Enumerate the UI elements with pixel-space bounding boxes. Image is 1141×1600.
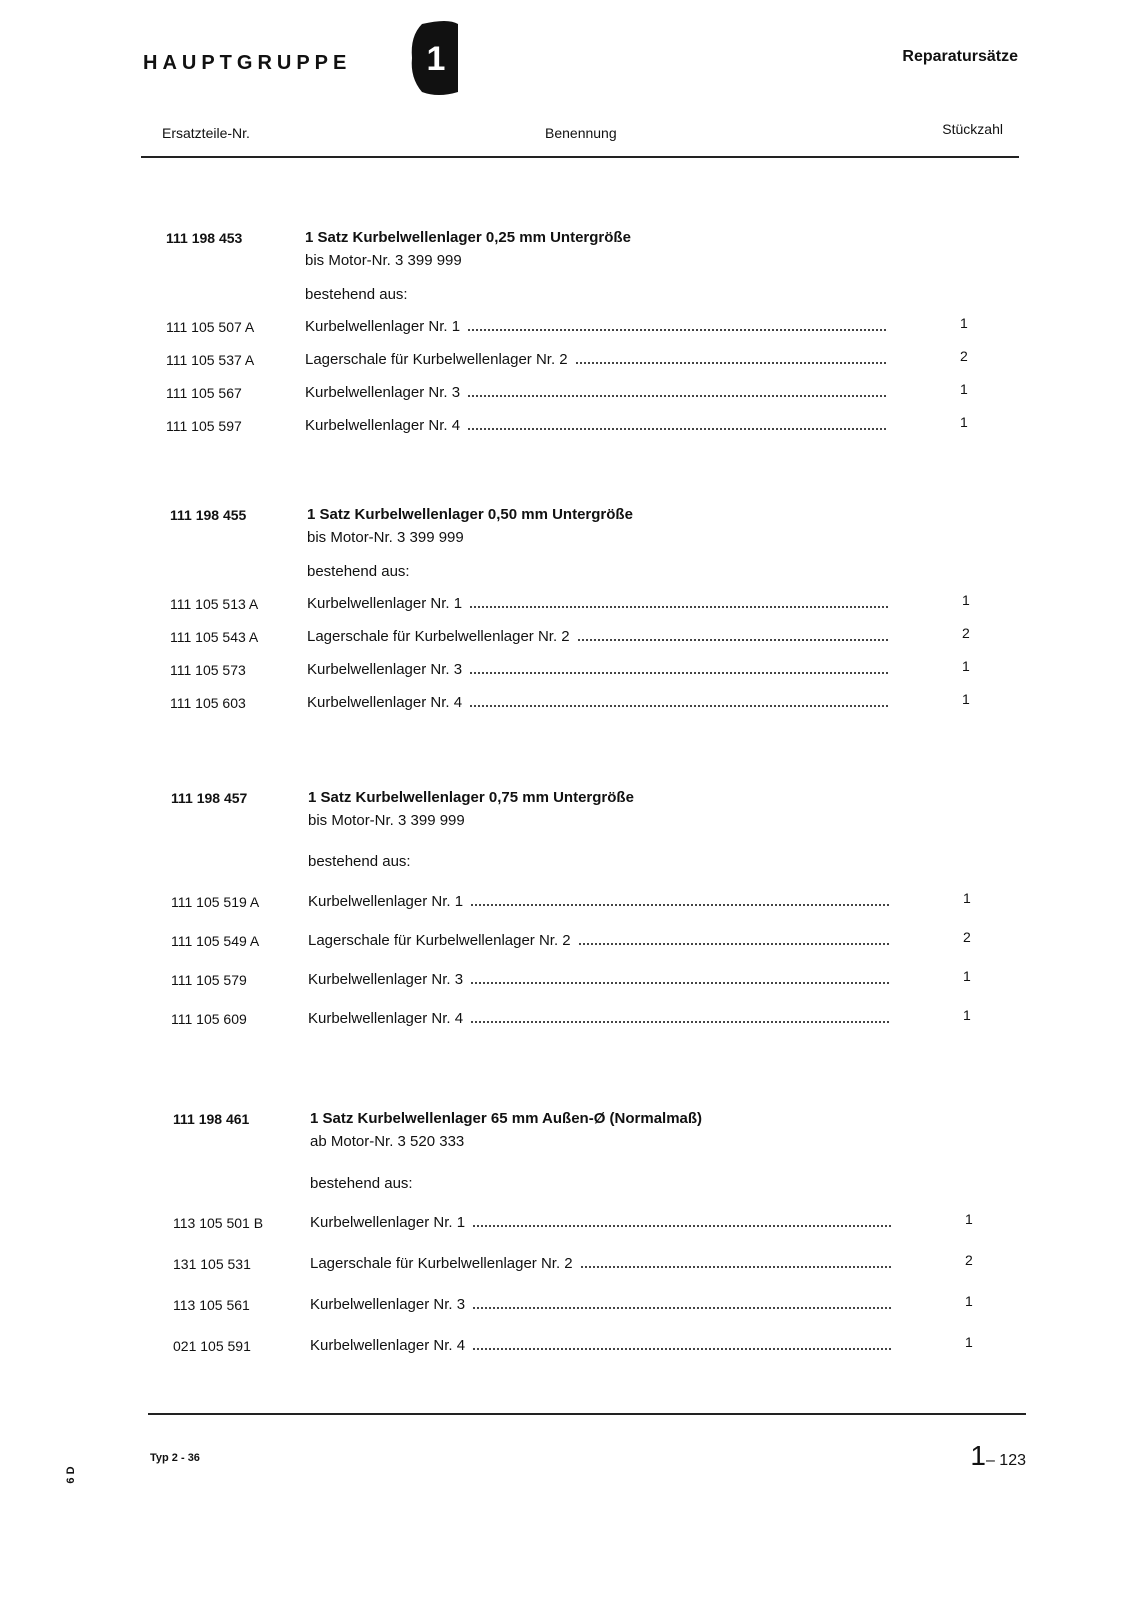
item-name: Lagerschale für Kurbelwellenlager Nr. 2 bbox=[310, 1255, 573, 1272]
group-number-badge bbox=[408, 18, 462, 98]
item-name-row bbox=[305, 318, 888, 335]
item-part-number: 111 105 573 bbox=[170, 662, 246, 678]
leader-dots bbox=[578, 638, 888, 641]
item-quantity: 1 bbox=[965, 1334, 973, 1350]
leader-dots bbox=[470, 671, 888, 674]
page-number bbox=[970, 1440, 1026, 1472]
item-quantity: 1 bbox=[965, 1211, 973, 1227]
item-name: Lagerschale für Kurbelwellenlager Nr. 2 bbox=[308, 932, 571, 949]
column-name: Benennung bbox=[545, 125, 617, 141]
item-name: Kurbelwellenlager Nr. 3 bbox=[308, 971, 464, 988]
item-quantity: 2 bbox=[963, 929, 971, 945]
leader-dots bbox=[576, 361, 886, 364]
item-quantity: 1 bbox=[962, 658, 970, 674]
item-quantity: 1 bbox=[963, 1007, 971, 1023]
set-title: 1 Satz Kurbelwellenlager 0,50 mm Untergröße bbox=[307, 506, 633, 523]
item-part-number: 111 105 537 A bbox=[166, 352, 255, 368]
item-name: Kurbelwellenlager Nr. 3 bbox=[307, 661, 463, 678]
item-name-row bbox=[308, 932, 891, 949]
page-group: 1 bbox=[970, 1440, 986, 1471]
leader-dots bbox=[473, 1306, 891, 1309]
item-part-number: 113 105 501 B bbox=[173, 1215, 264, 1231]
item-name-row bbox=[305, 417, 888, 434]
consists-of-label: bestehend aus: bbox=[305, 286, 408, 303]
leader-dots bbox=[473, 1347, 891, 1350]
item-name: Kurbelwellenlager Nr. 1 bbox=[308, 893, 464, 910]
set-part-number: 111 198 457 bbox=[171, 790, 248, 806]
item-name: Kurbelwellenlager Nr. 3 bbox=[310, 1296, 466, 1313]
column-quantity: Stückzahl bbox=[942, 121, 1003, 137]
set-engine-range: bis Motor-Nr. 3 399 999 bbox=[305, 252, 462, 269]
item-name-row bbox=[310, 1296, 893, 1313]
item-quantity: 1 bbox=[963, 890, 971, 906]
item-name-row bbox=[308, 1010, 891, 1027]
set-title: 1 Satz Kurbelwellenlager 65 mm Außen-Ø (Normalmaß) bbox=[310, 1110, 703, 1127]
item-name: Kurbelwellenlager Nr. 4 bbox=[305, 417, 461, 434]
section-title: Reparatursätze bbox=[902, 48, 1018, 65]
item-name-row bbox=[305, 351, 888, 368]
group-heading: HAUPTGRUPPE bbox=[143, 52, 352, 74]
item-name: Kurbelwellenlager Nr. 3 bbox=[305, 384, 461, 401]
leader-dots bbox=[470, 704, 888, 707]
item-name-row bbox=[310, 1214, 893, 1231]
item-name: Kurbelwellenlager Nr. 1 bbox=[305, 318, 461, 335]
item-part-number: 111 105 597 bbox=[166, 418, 242, 434]
leader-dots bbox=[468, 394, 886, 397]
header-rule bbox=[141, 156, 1019, 158]
item-part-number: 111 105 603 bbox=[170, 695, 246, 711]
edge-code: 6 D bbox=[65, 1466, 77, 1484]
leader-dots bbox=[581, 1265, 891, 1268]
set-part-number: 111 198 455 bbox=[170, 507, 247, 523]
item-name-row bbox=[310, 1337, 893, 1354]
leader-dots bbox=[471, 903, 889, 906]
group-number: 1 bbox=[426, 40, 446, 78]
leader-dots bbox=[468, 427, 886, 430]
set-engine-range: bis Motor-Nr. 3 399 999 bbox=[308, 812, 465, 829]
item-part-number: 111 105 609 bbox=[171, 1011, 247, 1027]
item-quantity: 1 bbox=[962, 691, 970, 707]
item-part-number: 113 105 561 bbox=[173, 1297, 250, 1313]
item-quantity: 2 bbox=[962, 625, 970, 641]
item-part-number: 111 105 549 A bbox=[171, 933, 260, 949]
item-name-row bbox=[307, 661, 890, 678]
page-index: – 123 bbox=[985, 1452, 1026, 1469]
item-name: Lagerschale für Kurbelwellenlager Nr. 2 bbox=[307, 628, 570, 645]
set-engine-range: ab Motor-Nr. 3 520 333 bbox=[310, 1133, 465, 1150]
item-part-number: 111 105 519 A bbox=[171, 894, 260, 910]
item-part-number: 131 105 531 bbox=[173, 1256, 251, 1272]
consists-of-label: bestehend aus: bbox=[310, 1175, 413, 1192]
item-quantity: 1 bbox=[962, 592, 970, 608]
item-name: Kurbelwellenlager Nr. 4 bbox=[308, 1010, 464, 1027]
set-part-number: 111 198 453 bbox=[166, 230, 243, 246]
set-title: 1 Satz Kurbelwellenlager 0,75 mm Untergröße bbox=[308, 789, 634, 806]
item-quantity: 1 bbox=[963, 968, 971, 984]
item-part-number: 111 105 507 A bbox=[166, 319, 255, 335]
item-quantity: 2 bbox=[965, 1252, 973, 1268]
footer-type: Typ 2 - 36 bbox=[150, 1452, 200, 1464]
item-part-number: 111 105 579 bbox=[171, 972, 247, 988]
item-name-row bbox=[307, 595, 890, 612]
item-quantity: 1 bbox=[965, 1293, 973, 1309]
leader-dots bbox=[471, 1020, 889, 1023]
leader-dots bbox=[579, 942, 889, 945]
item-name-row bbox=[307, 628, 890, 645]
leader-dots bbox=[473, 1224, 891, 1227]
item-quantity: 1 bbox=[960, 381, 968, 397]
item-name-row bbox=[307, 694, 890, 711]
leader-dots bbox=[468, 328, 886, 331]
item-part-number: 111 105 513 A bbox=[170, 596, 259, 612]
consists-of-label: bestehend aus: bbox=[308, 853, 411, 870]
leader-dots bbox=[470, 605, 888, 608]
item-name: Kurbelwellenlager Nr. 1 bbox=[307, 595, 463, 612]
set-engine-range: bis Motor-Nr. 3 399 999 bbox=[307, 529, 464, 546]
item-quantity: 2 bbox=[960, 348, 968, 364]
leader-dots bbox=[471, 981, 889, 984]
item-name-row bbox=[308, 893, 891, 910]
footer-rule bbox=[148, 1413, 1026, 1415]
item-part-number: 111 105 543 A bbox=[170, 629, 259, 645]
item-name: Kurbelwellenlager Nr. 4 bbox=[307, 694, 463, 711]
column-part-number: Ersatzteile-Nr. bbox=[162, 125, 250, 141]
item-name: Kurbelwellenlager Nr. 1 bbox=[310, 1214, 466, 1231]
consists-of-label: bestehend aus: bbox=[307, 563, 410, 580]
set-part-number: 111 198 461 bbox=[173, 1111, 250, 1127]
item-quantity: 1 bbox=[960, 414, 968, 430]
edge-code-mark bbox=[63, 1460, 85, 1490]
item-name-row bbox=[310, 1255, 893, 1272]
item-name: Kurbelwellenlager Nr. 4 bbox=[310, 1337, 466, 1354]
item-part-number: 111 105 567 bbox=[166, 385, 242, 401]
item-quantity: 1 bbox=[960, 315, 968, 331]
set-title: 1 Satz Kurbelwellenlager 0,25 mm Untergröße bbox=[305, 229, 631, 246]
item-name-row bbox=[305, 384, 888, 401]
item-name-row bbox=[308, 971, 891, 988]
item-name: Lagerschale für Kurbelwellenlager Nr. 2 bbox=[305, 351, 568, 368]
item-part-number: 021 105 591 bbox=[173, 1338, 251, 1354]
